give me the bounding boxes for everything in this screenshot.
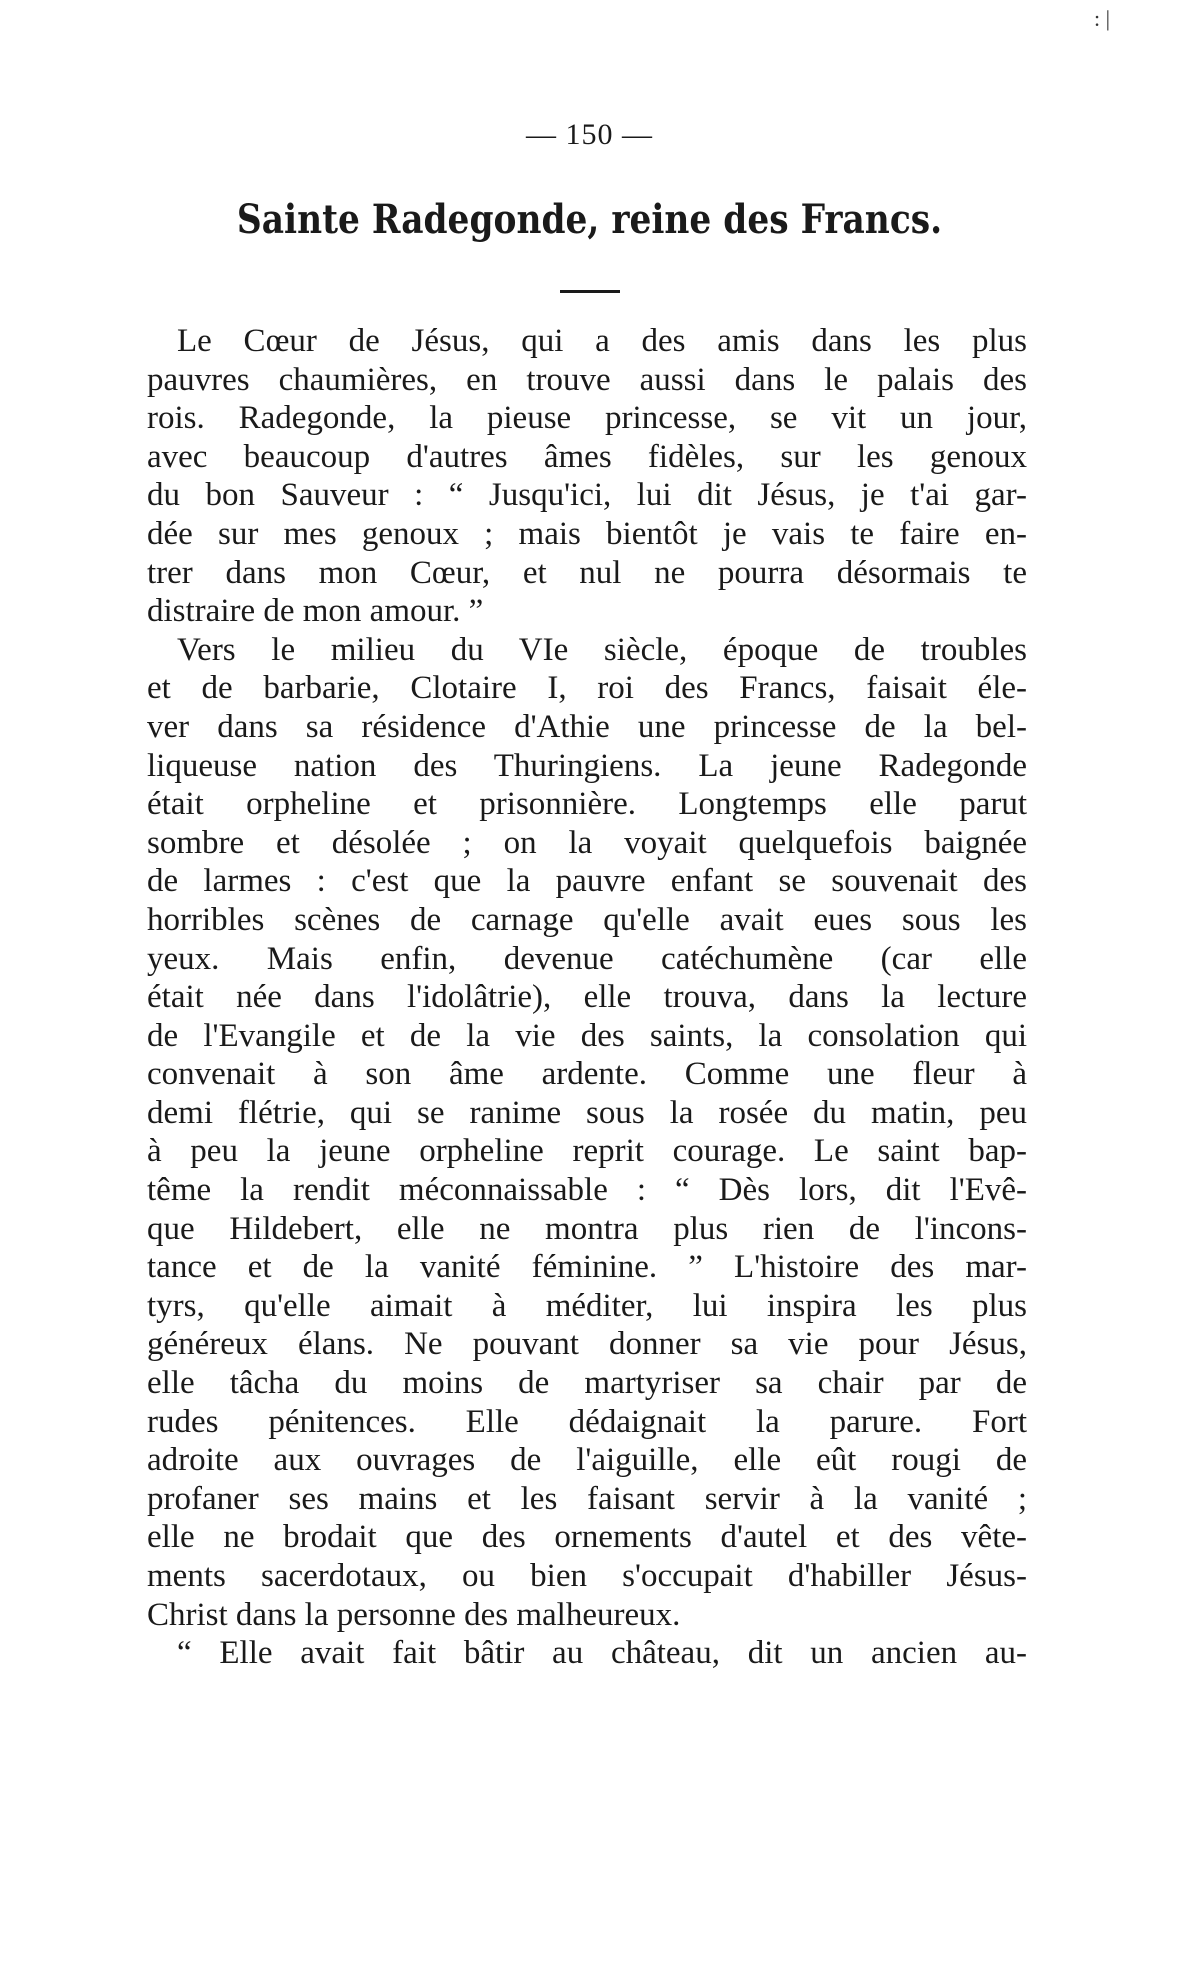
- text-line: yeux. Mais enfin, devenue catéchumène (car elle: [147, 940, 1027, 977]
- text-line: était née dans l'idolâtrie), elle trouva, dans la lecture: [147, 979, 1027, 1016]
- text-line: du bon Sauveur : “ Jusqu'ici, lui dit Jésus, je t'ai gar-: [147, 477, 1027, 514]
- text-line: généreux élans. Ne pouvant donner sa vie pour Jésus,: [147, 1326, 1027, 1363]
- text-line: ver dans sa résidence d'Athie une princesse de la bel-: [147, 708, 1027, 745]
- text-line: elle tâcha du moins de martyriser sa chair par de: [147, 1365, 1027, 1402]
- text-line: et de barbarie, Clotaire I, roi des Francs, faisait éle-: [147, 670, 1027, 707]
- title-rule: [560, 290, 620, 293]
- text-line: convenait à son âme ardente. Comme une fleur à: [147, 1056, 1027, 1093]
- text-line: de larmes : c'est que la pauvre enfant se souvenait des: [147, 863, 1027, 900]
- text-line: ments sacerdotaux, ou bien s'occupait d'habiller Jésus-: [147, 1558, 1027, 1594]
- text-line: demi flétrie, qui se ranime sous la rosée du matin, peu: [147, 1094, 1027, 1131]
- text-line: tance et de la vanité féminine. ” L'histoire des mar-: [147, 1249, 1027, 1286]
- text-line: trer dans mon Cœur, et nul ne pourra désormais te: [147, 554, 1027, 591]
- text-line: rois. Radegonde, la pieuse princesse, se vit un jour,: [147, 400, 1027, 437]
- text-line: à peu la jeune orpheline reprit courage. Le saint bap-: [147, 1133, 1027, 1170]
- text-line: rudes pénitences. Elle dédaignait la parure. Fort: [147, 1403, 1027, 1440]
- text-line: tyrs, qu'elle aimait à méditer, lui inspira les plus: [147, 1287, 1027, 1324]
- text-line: Christ dans la personne des malheureux.: [147, 1596, 681, 1633]
- text-line: pauvres chaumières, en trouve aussi dans le palais des: [147, 361, 1027, 398]
- text-line: était orpheline et prisonnière. Longtemps elle parut: [147, 786, 1027, 823]
- text-line: Le Cœur de Jésus, qui a des amis dans les plus: [177, 323, 1027, 359]
- text-line: horribles scènes de carnage qu'elle avait eues sous les: [147, 901, 1027, 938]
- text-line: que Hildebert, elle ne montra plus rien de l'incons-: [147, 1210, 1027, 1247]
- text-line: dée sur mes genoux ; mais bientôt je vais te faire en-: [147, 515, 1027, 552]
- body-text: [147, 322, 1027, 1673]
- text-line: sombre et désolée ; on la voyait quelquefois baignée: [147, 824, 1027, 861]
- margin-mark: : |: [1094, 6, 1111, 31]
- text-line: “ Elle avait fait bâtir au château, dit un ancien au-: [177, 1635, 1027, 1672]
- text-line: adroite aux ouvrages de l'aiguille, elle eût rougi de: [147, 1442, 1027, 1479]
- text-line: profaner ses mains et les faisant servir à la vanité ;: [147, 1480, 1027, 1517]
- text-line: avec beaucoup d'autres âmes fidèles, sur les genoux: [147, 438, 1027, 475]
- page-number: — 150 —: [526, 118, 653, 151]
- text-line: distraire de mon amour. ”: [147, 593, 484, 630]
- chapter-title: Sainte Radegonde, reine des Francs.: [236, 196, 943, 243]
- text-line: de l'Evangile et de la vie des saints, la consolation qui: [147, 1017, 1027, 1054]
- text-line: liqueuse nation des Thuringiens. La jeune Radegonde: [147, 747, 1027, 784]
- text-line: Vers le milieu du VIe siècle, époque de troubles: [177, 631, 1027, 668]
- text-line: elle ne brodait que des ornements d'autel et des vête-: [147, 1519, 1027, 1556]
- text-line: tême la rendit méconnaissable : “ Dès lors, dit l'Evê-: [147, 1172, 1027, 1209]
